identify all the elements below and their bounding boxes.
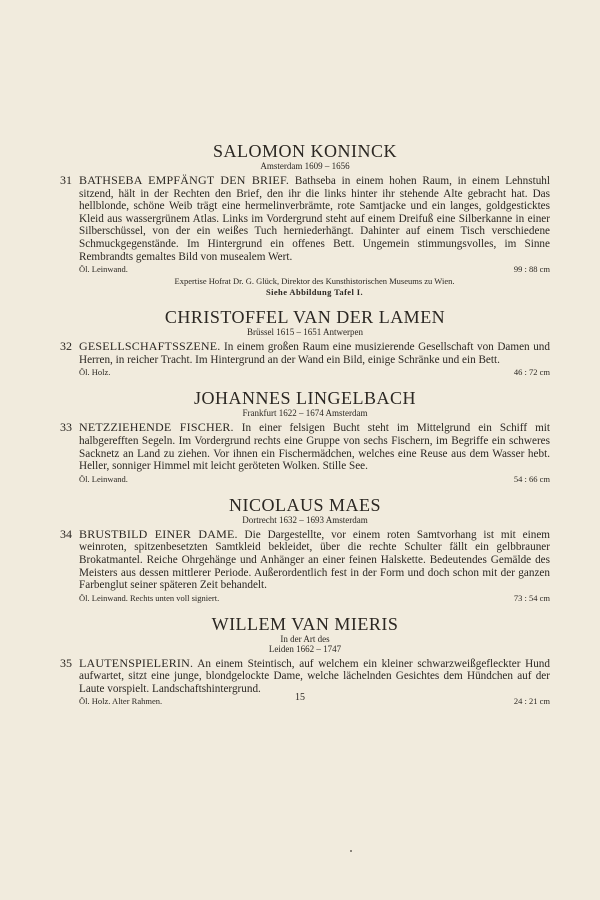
artist-dates: Frankfurt 1622 – 1674 Amsterdam — [242, 408, 368, 419]
artist-name: CHRISTOFFEL VAN DER LAMEN — [164, 307, 446, 328]
page-number: 15 — [295, 692, 305, 703]
artist-dates: Brüssel 1615 – 1651 Antwerpen — [247, 327, 363, 338]
lot-medium: Öl. Leinwand. — [79, 473, 128, 484]
catalog-entries — [60, 142, 550, 708]
lot-title: LAUTENSPIELERIN. — [79, 655, 194, 670]
lot-number: 33 — [60, 420, 72, 435]
lot-title: NETZZIEHENDE FISCHER. — [79, 420, 234, 435]
artist-dates: In der Art des — [280, 633, 330, 644]
artist-dates: Amsterdam 1609 – 1656 — [260, 161, 350, 171]
lot-text: Bathseba in einem hohen Raum, in einem Lehnstuhl sitzend, hält in der Rechten den Brief, den ihr die links hinter ihr stehende Alte gebracht hat. Das hellblonde, schöne Weib trägt eine hermelinverbrämte, rote Samtjacke und ein langes, goldgesticktes Kleid aus wassergrünem Atlas. Links im Vordergrund steht auf einem Dreifuß eine Silberkanne in einer Silberschüssel, von der ein weißes Tuch herniederhängt. Dahinter auf einem Tisch verschiedene Schmuckgegenstände. Im Hintergrund ein offenes Bett. Ungemein stimmungsvolles, im Sinne Rembrandts gemaltes Bild von musealem Wert. — [79, 175, 551, 263]
catalog-entry — [60, 308, 550, 379]
lot-size: 73 : 54 cm — [513, 592, 550, 603]
catalog-entry — [60, 389, 550, 485]
lot-meta — [60, 473, 550, 486]
lot-title: BRUSTBILD EINER DAME. — [79, 526, 238, 541]
lot-note: Expertise Hofrat Dr. G. Glück, Direktor des Kunsthistorischen Museums zu Wien. — [174, 276, 455, 287]
lot-description — [60, 421, 550, 472]
lot-meta — [60, 592, 550, 605]
lot-size: 24 : 21 cm — [513, 696, 550, 707]
artist-dates: Leiden 1662 – 1747 — [268, 643, 342, 654]
artist-dates: Dortrecht 1632 – 1693 Amsterdam — [242, 514, 368, 525]
lot-medium: Öl. Leinwand. Rechts unten voll signiert. — [79, 592, 220, 603]
lot-description — [60, 340, 550, 366]
paper-speck — [350, 850, 352, 852]
lot-description — [60, 657, 550, 696]
lot-text: In einer felsigen Bucht steht im Mittelgrund ein Schiff mit halbgerefften Segeln. Im Vordergrund rechts eine Gruppe von sechs Fischern, im Begriffe ein schweres Sacknetz an Land zu ziehen. Vor ihnen ein Fischermädchen, welches eine Reuse aus dem Wasser hebt. Heller, sonniger Himmel mit leicht geröteten Wolken. Stille See. — [79, 422, 550, 473]
lot-number: 34 — [60, 526, 72, 541]
lot-number: 31 — [60, 173, 72, 187]
lot-medium: Öl. Holz. — [79, 367, 111, 378]
lot-description — [60, 174, 550, 263]
lot-title: BATHSEBA EMPFÄNGT DEN BRIEF. — [79, 173, 290, 187]
artist-name: SALOMON KONINCK — [212, 141, 397, 161]
lot-size: 99 : 88 cm — [513, 264, 550, 275]
catalog-entry — [60, 496, 550, 605]
lot-medium: Öl. Leinwand. — [79, 264, 128, 275]
lot-text: Die Dargestellte, vor einem roten Samtvorhang ist mit einem weinroten, spitzenbesetzten Samtkleid bekleidet, über die rechte Schulter fällt ein gelbbrauner Brokatmantel. Reiche Ohrgehänge und Anhänger an einer feinen Halskette. Bedeutendes Gemälde des Meisters aus dessen mittlerer Periode. Außerordentlich fest in der Form und doch schon mit der ganzen Farbenglut seiner späteren Zeit behandelt. — [79, 528, 550, 592]
artist-name: NICOLAUS MAES — [228, 494, 381, 515]
lot-title: GESELLSCHAFTSSZENE. — [79, 339, 221, 354]
artist-name: JOHANNES LINGELBACH — [194, 388, 416, 409]
artist-name: WILLEM VAN MIERIS — [211, 613, 399, 634]
lot-text: An einem Steintisch, auf welchem ein kleiner schwarzweißgefleckter Hund aufwartet, sitzt eine junge, blondgelockte Dame, welche lächelnden Gesichtes dem Hündchen auf der Laute vorspielt. Landschaftshintergrund. — [79, 657, 550, 695]
lot-size: 46 : 72 cm — [513, 367, 550, 378]
catalog-entry — [60, 142, 550, 298]
lot-note: Siehe Abbildung Tafel I. — [266, 287, 363, 298]
lot-description — [60, 528, 550, 592]
lot-meta — [60, 263, 550, 276]
lot-number: 35 — [60, 655, 72, 670]
lot-number: 32 — [60, 339, 72, 354]
lot-meta — [60, 366, 550, 379]
lot-size: 54 : 66 cm — [513, 473, 550, 484]
lot-text: In einem großen Raum eine musizierende Gesellschaft von Damen und Herren, in reicher Tracht. Im Hintergrund an der Wand ein Bild, einige Schränke und ein Bett. — [79, 341, 550, 366]
lot-medium: Öl. Holz. Alter Rahmen. — [79, 696, 163, 707]
